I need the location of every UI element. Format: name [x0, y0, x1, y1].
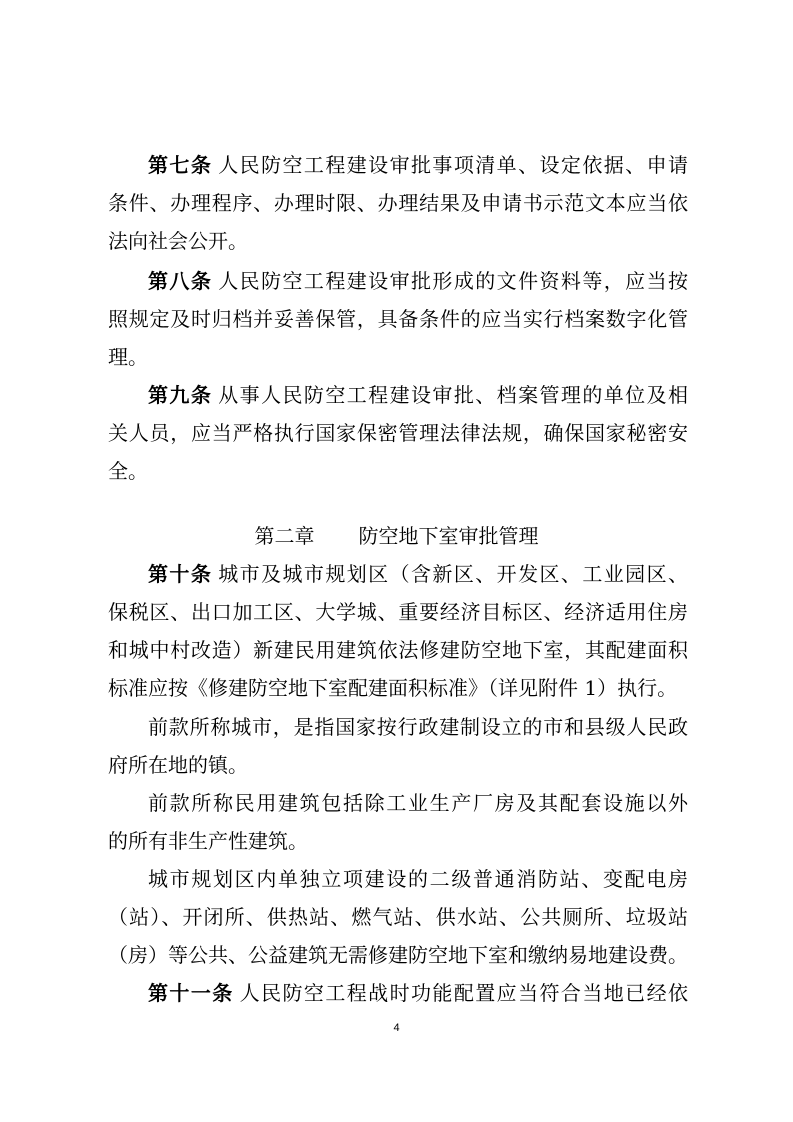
article-8-label: 第八条: [148, 269, 213, 293]
article-10: [108, 555, 688, 707]
civil-definition-line-2: 的所有非生产性建筑。: [108, 829, 308, 853]
article-9-text-1: 从事人民防空工程建设审批、档案管理的单位及相: [218, 383, 688, 407]
article-8-text-1: 人民防空工程建设审批形成的文件资料等，应当按: [218, 269, 688, 293]
article-9: [108, 376, 688, 490]
city-definition-line-2: 府所在地的镇。: [108, 753, 248, 777]
article-9-line-1: [108, 376, 688, 414]
article-9-line-2: 关人员，应当严格执行国家保密管理法律法规，确保国家秘密安: [108, 421, 688, 445]
paragraph-city-definition: [108, 708, 688, 784]
article-9-line-3: 全。: [108, 459, 148, 483]
article-10-line-4: 标准应按《修建防空地下室配建面积标准》（详见附件 1）执行。: [108, 676, 678, 700]
chapter-title: 防空地下室审批管理: [358, 524, 539, 548]
article-10-text-1: 城市及城市规划区（含新区、开发区、工业园区、: [218, 562, 688, 586]
city-definition-line-1: 前款所称城市，是指国家按行政建制设立的市和县级人民政: [148, 715, 688, 739]
article-11-text-1: 人民防空工程战时功能配置应当符合当地已经依: [239, 981, 689, 1005]
page-number: 4: [393, 1022, 400, 1034]
article-7-label: 第七条: [148, 153, 213, 177]
article-11: [108, 974, 688, 1012]
article-9-label: 第九条: [148, 383, 213, 407]
exemptions-line-3: （房）等公共、公益建筑无需修建防空地下室和缴纳易地建设费。: [108, 943, 688, 967]
article-10-line-2: 保税区、出口加工区、大学城、重要经济目标区、经济适用住房: [108, 600, 688, 624]
article-8: [108, 262, 688, 376]
article-11-line-1: [108, 974, 688, 1012]
exemptions-line-1: 城市规划区内单独立项建设的二级普通消防站、变配电房: [148, 867, 688, 891]
article-8-line-1: [108, 262, 688, 300]
paragraph-exemptions: [108, 860, 688, 974]
article-10-line-1: [108, 555, 688, 593]
article-7-text-1: 人民防空工程建设审批事项清单、设定依据、申请: [218, 153, 688, 177]
article-7: [108, 146, 688, 260]
article-7-line-1: [108, 146, 688, 184]
article-10-line-3: 和城中村改造）新建民用建筑依法修建防空地下室，其配建面积: [108, 638, 688, 662]
article-7-line-3: 法向社会公开。: [108, 229, 248, 253]
chapter-number: 第二章: [254, 524, 315, 548]
article-8-line-3: 理。: [108, 345, 148, 369]
article-7-line-2: 条件、办理程序、办理时限、办理结果及申请书示范文本应当依: [108, 191, 688, 215]
civil-definition-line-1: 前款所称民用建筑包括除工业生产厂房及其配套设施以外: [148, 791, 688, 815]
chapter-heading: [0, 517, 793, 555]
paragraph-civil-building-definition: [108, 784, 688, 860]
article-10-label: 第十条: [148, 562, 213, 586]
article-8-line-2: 照规定及时归档并妥善保管，具备条件的应当实行档案数字化管: [108, 307, 688, 331]
article-11-label: 第十一条: [148, 981, 234, 1005]
exemptions-line-2: （站）、开闭所、供热站、燃气站、供水站、公共厕所、垃圾站: [108, 905, 688, 929]
